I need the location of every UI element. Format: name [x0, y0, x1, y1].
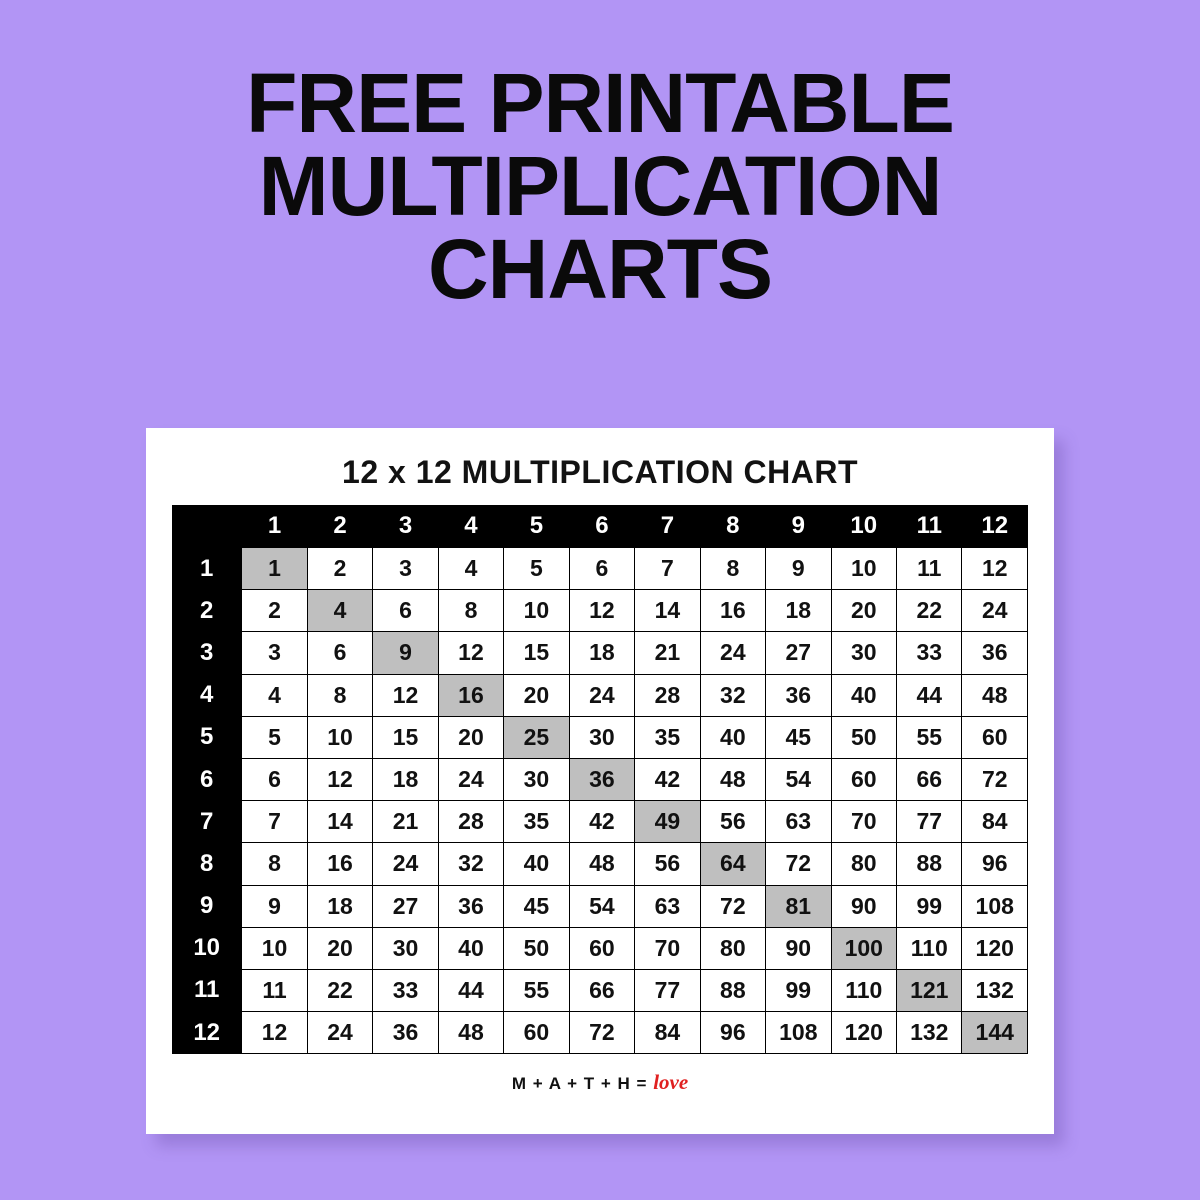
- cell-11x11: 121: [897, 969, 962, 1011]
- cell-11x6: 66: [569, 969, 634, 1011]
- cell-8x1: 8: [242, 843, 307, 885]
- cell-3x11: 33: [897, 632, 962, 674]
- cell-10x8: 80: [700, 927, 765, 969]
- column-header-3: 3: [373, 505, 438, 548]
- row-header-2: 2: [172, 590, 242, 632]
- cell-9x9: 81: [766, 885, 831, 927]
- cell-8x7: 56: [635, 843, 700, 885]
- cell-4x11: 44: [897, 674, 962, 716]
- cell-11x1: 11: [242, 969, 307, 1011]
- cell-2x3: 6: [373, 590, 438, 632]
- cell-3x9: 27: [766, 632, 831, 674]
- footer-script-word: love: [653, 1070, 689, 1095]
- row-header-8: 8: [172, 843, 242, 885]
- multiplication-chart-card: [146, 428, 1054, 1134]
- cell-4x8: 32: [700, 674, 765, 716]
- cell-5x4: 20: [438, 716, 503, 758]
- cell-9x2: 18: [307, 885, 372, 927]
- row-header-10: 10: [172, 927, 242, 969]
- table-row: [172, 969, 1028, 1011]
- cell-7x2: 14: [307, 801, 372, 843]
- cell-2x5: 10: [504, 590, 569, 632]
- cell-10x5: 50: [504, 927, 569, 969]
- cell-10x12: 120: [962, 927, 1028, 969]
- headline-line-2: MULTIPLICATION: [258, 139, 942, 234]
- cell-4x10: 40: [831, 674, 896, 716]
- cell-2x7: 14: [635, 590, 700, 632]
- table-row: [172, 885, 1028, 927]
- cell-9x11: 99: [897, 885, 962, 927]
- cell-7x6: 42: [569, 801, 634, 843]
- cell-12x3: 36: [373, 1012, 438, 1054]
- cell-7x12: 84: [962, 801, 1028, 843]
- cell-3x2: 6: [307, 632, 372, 674]
- cell-6x12: 72: [962, 758, 1028, 800]
- cell-8x2: 16: [307, 843, 372, 885]
- table-header-row: [172, 505, 1028, 548]
- cell-12x8: 96: [700, 1012, 765, 1054]
- cell-6x3: 18: [373, 758, 438, 800]
- cell-8x3: 24: [373, 843, 438, 885]
- cell-2x12: 24: [962, 590, 1028, 632]
- row-header-4: 4: [172, 674, 242, 716]
- table-row: [172, 1012, 1028, 1054]
- table-row: [172, 758, 1028, 800]
- column-header-1: 1: [242, 505, 307, 548]
- headline-line-3: CHARTS: [428, 222, 772, 317]
- cell-3x8: 24: [700, 632, 765, 674]
- cell-5x2: 10: [307, 716, 372, 758]
- cell-5x6: 30: [569, 716, 634, 758]
- cell-10x7: 70: [635, 927, 700, 969]
- cell-3x10: 30: [831, 632, 896, 674]
- cell-1x11: 11: [897, 548, 962, 590]
- cell-1x6: 6: [569, 548, 634, 590]
- table-row: [172, 716, 1028, 758]
- cell-5x9: 45: [766, 716, 831, 758]
- cell-4x4: 16: [438, 674, 503, 716]
- table-row: [172, 927, 1028, 969]
- cell-7x10: 70: [831, 801, 896, 843]
- cell-11x8: 88: [700, 969, 765, 1011]
- cell-5x10: 50: [831, 716, 896, 758]
- headline-line-1: FREE PRINTABLE: [246, 56, 954, 150]
- table-row: [172, 674, 1028, 716]
- cell-4x2: 8: [307, 674, 372, 716]
- cell-9x5: 45: [504, 885, 569, 927]
- cell-9x4: 36: [438, 885, 503, 927]
- cell-8x4: 32: [438, 843, 503, 885]
- cell-11x4: 44: [438, 969, 503, 1011]
- cell-10x4: 40: [438, 927, 503, 969]
- cell-10x6: 60: [569, 927, 634, 969]
- cell-6x7: 42: [635, 758, 700, 800]
- column-header-8: 8: [700, 505, 765, 548]
- cell-3x3: 9: [373, 632, 438, 674]
- cell-6x1: 6: [242, 758, 307, 800]
- cell-12x1: 12: [242, 1012, 307, 1054]
- table-row: [172, 801, 1028, 843]
- column-header-9: 9: [766, 505, 831, 548]
- table-corner-cell: [172, 505, 242, 548]
- cell-8x8: 64: [700, 843, 765, 885]
- cell-12x9: 108: [766, 1012, 831, 1054]
- table-row: [172, 548, 1028, 590]
- cell-10x10: 100: [831, 927, 896, 969]
- cell-3x4: 12: [438, 632, 503, 674]
- cell-7x1: 7: [242, 801, 307, 843]
- cell-8x9: 72: [766, 843, 831, 885]
- cell-8x12: 96: [962, 843, 1028, 885]
- cell-11x9: 99: [766, 969, 831, 1011]
- cell-5x5: 25: [504, 716, 569, 758]
- cell-4x6: 24: [569, 674, 634, 716]
- column-header-5: 5: [504, 505, 569, 548]
- cell-3x5: 15: [504, 632, 569, 674]
- chart-grid: [172, 505, 1028, 1054]
- column-header-12: 12: [962, 505, 1028, 548]
- cell-12x5: 60: [504, 1012, 569, 1054]
- cell-2x10: 20: [831, 590, 896, 632]
- cell-11x3: 33: [373, 969, 438, 1011]
- cell-12x4: 48: [438, 1012, 503, 1054]
- cell-10x3: 30: [373, 927, 438, 969]
- column-header-4: 4: [438, 505, 503, 548]
- cell-2x11: 22: [897, 590, 962, 632]
- cell-1x8: 8: [700, 548, 765, 590]
- cell-10x11: 110: [897, 927, 962, 969]
- cell-5x8: 40: [700, 716, 765, 758]
- cell-8x6: 48: [569, 843, 634, 885]
- cell-3x12: 36: [962, 632, 1028, 674]
- cell-9x8: 72: [700, 885, 765, 927]
- cell-1x5: 5: [504, 548, 569, 590]
- cell-7x9: 63: [766, 801, 831, 843]
- row-header-1: 1: [172, 548, 242, 590]
- cell-6x4: 24: [438, 758, 503, 800]
- cell-9x7: 63: [635, 885, 700, 927]
- cell-9x12: 108: [962, 885, 1028, 927]
- cell-4x7: 28: [635, 674, 700, 716]
- table-row: [172, 843, 1028, 885]
- cell-6x11: 66: [897, 758, 962, 800]
- row-header-3: 3: [172, 632, 242, 674]
- cell-11x2: 22: [307, 969, 372, 1011]
- cell-6x6: 36: [569, 758, 634, 800]
- cell-6x10: 60: [831, 758, 896, 800]
- brand-footer: [146, 1070, 1054, 1095]
- cell-9x3: 27: [373, 885, 438, 927]
- multiplication-table: [172, 505, 1028, 1054]
- column-header-2: 2: [307, 505, 372, 548]
- cell-2x4: 8: [438, 590, 503, 632]
- cell-2x1: 2: [242, 590, 307, 632]
- cell-6x5: 30: [504, 758, 569, 800]
- cell-7x5: 35: [504, 801, 569, 843]
- footer-text: M + A + T + H =: [511, 1074, 648, 1094]
- table-row: [172, 632, 1028, 674]
- cell-6x8: 48: [700, 758, 765, 800]
- page-title: [0, 56, 1200, 317]
- cell-4x1: 4: [242, 674, 307, 716]
- table-body: [172, 548, 1028, 1054]
- cell-7x4: 28: [438, 801, 503, 843]
- cell-5x12: 60: [962, 716, 1028, 758]
- cell-7x11: 77: [897, 801, 962, 843]
- cell-4x5: 20: [504, 674, 569, 716]
- cell-7x7: 49: [635, 801, 700, 843]
- cell-5x7: 35: [635, 716, 700, 758]
- cell-12x2: 24: [307, 1012, 372, 1054]
- column-header-11: 11: [897, 505, 962, 548]
- cell-5x3: 15: [373, 716, 438, 758]
- row-header-6: 6: [172, 758, 242, 800]
- column-header-10: 10: [831, 505, 896, 548]
- column-header-7: 7: [635, 505, 700, 548]
- cell-4x9: 36: [766, 674, 831, 716]
- cell-10x1: 10: [242, 927, 307, 969]
- cell-9x6: 54: [569, 885, 634, 927]
- cell-3x1: 3: [242, 632, 307, 674]
- cell-4x12: 48: [962, 674, 1028, 716]
- cell-3x7: 21: [635, 632, 700, 674]
- cell-12x10: 120: [831, 1012, 896, 1054]
- cell-10x9: 90: [766, 927, 831, 969]
- cell-9x10: 90: [831, 885, 896, 927]
- cell-1x2: 2: [307, 548, 372, 590]
- column-header-6: 6: [569, 505, 634, 548]
- cell-12x12: 144: [962, 1012, 1028, 1054]
- row-header-11: 11: [172, 969, 242, 1011]
- cell-2x2: 4: [307, 590, 372, 632]
- cell-10x2: 20: [307, 927, 372, 969]
- cell-7x3: 21: [373, 801, 438, 843]
- cell-1x12: 12: [962, 548, 1028, 590]
- cell-7x8: 56: [700, 801, 765, 843]
- cell-3x6: 18: [569, 632, 634, 674]
- cell-1x10: 10: [831, 548, 896, 590]
- cell-1x4: 4: [438, 548, 503, 590]
- cell-11x7: 77: [635, 969, 700, 1011]
- cell-5x11: 55: [897, 716, 962, 758]
- cell-8x10: 80: [831, 843, 896, 885]
- cell-4x3: 12: [373, 674, 438, 716]
- cell-1x7: 7: [635, 548, 700, 590]
- cell-2x8: 16: [700, 590, 765, 632]
- cell-8x5: 40: [504, 843, 569, 885]
- cell-6x9: 54: [766, 758, 831, 800]
- cell-1x3: 3: [373, 548, 438, 590]
- cell-11x10: 110: [831, 969, 896, 1011]
- row-header-5: 5: [172, 716, 242, 758]
- cell-2x9: 18: [766, 590, 831, 632]
- cell-2x6: 12: [569, 590, 634, 632]
- chart-title: 12 x 12 MULTIPLICATION CHART: [342, 454, 858, 490]
- table-row: [172, 590, 1028, 632]
- cell-12x7: 84: [635, 1012, 700, 1054]
- cell-12x11: 132: [897, 1012, 962, 1054]
- cell-8x11: 88: [897, 843, 962, 885]
- row-header-9: 9: [172, 885, 242, 927]
- cell-9x1: 9: [242, 885, 307, 927]
- cell-1x1: 1: [242, 548, 307, 590]
- row-header-12: 12: [172, 1012, 242, 1054]
- cell-1x9: 9: [766, 548, 831, 590]
- cell-6x2: 12: [307, 758, 372, 800]
- cell-11x5: 55: [504, 969, 569, 1011]
- cell-12x6: 72: [569, 1012, 634, 1054]
- row-header-7: 7: [172, 801, 242, 843]
- cell-11x12: 132: [962, 969, 1028, 1011]
- cell-5x1: 5: [242, 716, 307, 758]
